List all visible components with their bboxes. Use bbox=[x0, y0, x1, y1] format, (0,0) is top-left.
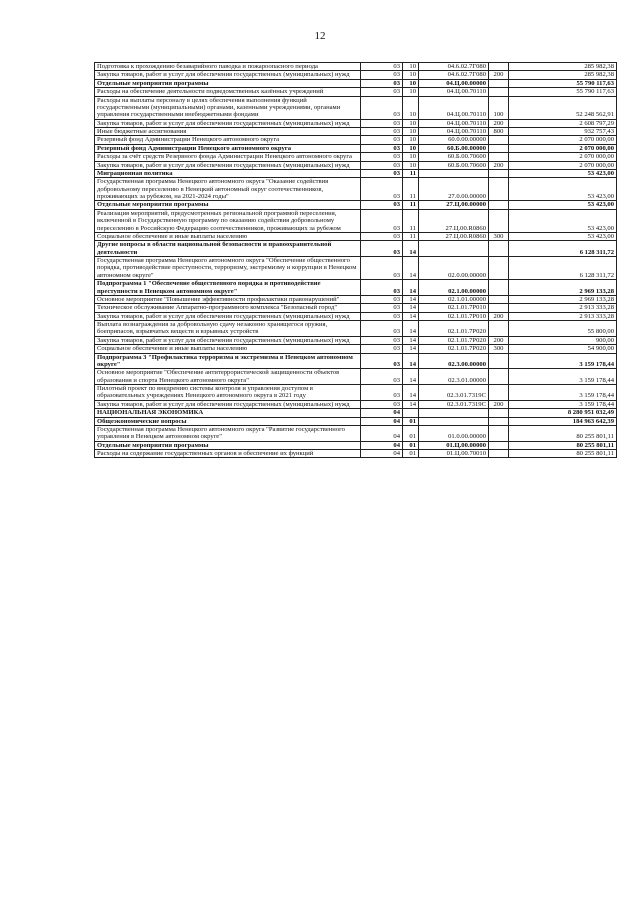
row-amount: 932 757,43 bbox=[509, 128, 617, 136]
row-amount: 2 913 333,28 bbox=[509, 304, 617, 312]
row-expense-type: 200 bbox=[489, 71, 509, 79]
row-name: Закупка товаров, работ и услуг для обеспечения государственных (муниципальных) нужд bbox=[95, 119, 361, 127]
table-row bbox=[95, 441, 617, 449]
table-row bbox=[95, 295, 617, 303]
table-row bbox=[95, 88, 617, 96]
table-row bbox=[95, 169, 617, 177]
row-name: Социальное обеспечение и иные выплаты населению bbox=[95, 232, 361, 240]
row-target-article: 02.3.01.7319С bbox=[419, 385, 489, 401]
row-expense-type: 300 bbox=[489, 232, 509, 240]
row-target-article: 02.1.01.7Р010 bbox=[419, 312, 489, 320]
row-section-code: 03 bbox=[361, 304, 403, 312]
row-amount: 3 159 178,44 bbox=[509, 353, 617, 369]
row-name: Подготовка к прохождению безаварийного паводка и пожароопасного периода bbox=[95, 63, 361, 71]
row-expense-type bbox=[489, 257, 509, 280]
row-amount: 2 608 797,29 bbox=[509, 119, 617, 127]
row-section-code: 03 bbox=[361, 241, 403, 257]
row-target-article: 60.Б.00.70600 bbox=[419, 153, 489, 161]
row-amount: 53 423,00 bbox=[509, 178, 617, 201]
budget-table bbox=[94, 62, 617, 458]
budget-table-body bbox=[95, 63, 617, 458]
row-expense-type bbox=[489, 201, 509, 209]
row-subsection-code: 11 bbox=[403, 232, 419, 240]
table-row bbox=[95, 201, 617, 209]
row-name: Государственная программа Ненецкого автономного округа "Развитие государственного управления в Ненецком автономном округе" bbox=[95, 425, 361, 441]
row-subsection-code: 14 bbox=[403, 257, 419, 280]
table-row bbox=[95, 450, 617, 458]
row-target-article: 04.Ц.00.00000 bbox=[419, 79, 489, 87]
row-target-article: 02.0.00.00000 bbox=[419, 257, 489, 280]
row-expense-type: 200 bbox=[489, 119, 509, 127]
row-section-code: 03 bbox=[361, 96, 403, 119]
row-subsection-code: 10 bbox=[403, 63, 419, 71]
table-row bbox=[95, 128, 617, 136]
row-section-code: 04 bbox=[361, 417, 403, 425]
row-amount: 3 159 178,44 bbox=[509, 385, 617, 401]
row-name: НАЦИОНАЛЬНАЯ ЭКОНОМИКА bbox=[95, 409, 361, 417]
row-amount: 53 423,00 bbox=[509, 169, 617, 177]
row-amount: 2 070 000,00 bbox=[509, 136, 617, 144]
row-amount: 80 255 801,11 bbox=[509, 450, 617, 458]
row-expense-type bbox=[489, 144, 509, 152]
row-section-code: 03 bbox=[361, 369, 403, 385]
row-name: Отдельные мероприятия программы bbox=[95, 441, 361, 449]
row-section-code: 03 bbox=[361, 295, 403, 303]
table-row bbox=[95, 353, 617, 369]
row-amount: 2 070 000,00 bbox=[509, 144, 617, 152]
row-target-article: 02.3.00.00000 bbox=[419, 353, 489, 369]
row-amount: 80 255 801,11 bbox=[509, 441, 617, 449]
table-row bbox=[95, 321, 617, 337]
row-section-code: 03 bbox=[361, 400, 403, 408]
table-row bbox=[95, 119, 617, 127]
row-amount: 3 159 178,44 bbox=[509, 400, 617, 408]
table-row bbox=[95, 63, 617, 71]
row-section-code: 03 bbox=[361, 63, 403, 71]
row-amount: 2 070 000,00 bbox=[509, 161, 617, 169]
row-name: Закупка товаров, работ и услуг для обеспечения государственных (муниципальных) нужд bbox=[95, 312, 361, 320]
row-target-article bbox=[419, 169, 489, 177]
table-row bbox=[95, 425, 617, 441]
row-name: Общеэкономические вопросы bbox=[95, 417, 361, 425]
table-row bbox=[95, 369, 617, 385]
row-subsection-code: 01 bbox=[403, 441, 419, 449]
row-expense-type bbox=[489, 280, 509, 296]
row-target-article: 27.Ц.00.00000 bbox=[419, 201, 489, 209]
row-name: Пилотный проект по внедрению системы контроля и управления доступом в образовательных учреждениях Ненецкого автономного округа в 2021 году bbox=[95, 385, 361, 401]
row-amount: 2 070 000,00 bbox=[509, 153, 617, 161]
row-expense-type: 200 bbox=[489, 336, 509, 344]
row-section-code: 03 bbox=[361, 209, 403, 232]
row-name: Подпрограмма 1 "Обеспечение общественного порядка и противодействие преступности в Ненецком автономном округе" bbox=[95, 280, 361, 296]
row-subsection-code: 10 bbox=[403, 128, 419, 136]
row-subsection-code: 14 bbox=[403, 353, 419, 369]
row-target-article: 02.1.01.7Р020 bbox=[419, 321, 489, 337]
row-expense-type bbox=[489, 353, 509, 369]
row-subsection-code: 10 bbox=[403, 144, 419, 152]
table-row bbox=[95, 304, 617, 312]
row-subsection-code: 10 bbox=[403, 153, 419, 161]
row-target-article bbox=[419, 241, 489, 257]
row-amount: 184 963 642,39 bbox=[509, 417, 617, 425]
row-amount: 285 982,38 bbox=[509, 63, 617, 71]
table-row bbox=[95, 161, 617, 169]
row-expense-type bbox=[489, 417, 509, 425]
row-subsection-code: 14 bbox=[403, 385, 419, 401]
row-target-article: 02.3.01.00000 bbox=[419, 369, 489, 385]
row-section-code: 03 bbox=[361, 336, 403, 344]
row-subsection-code: 11 bbox=[403, 201, 419, 209]
row-amount: 6 128 311,72 bbox=[509, 241, 617, 257]
row-name: Другие вопросы в области национальной безопасности и правоохранительной деятельности bbox=[95, 241, 361, 257]
row-target-article: 04.Ц.00.70110 bbox=[419, 96, 489, 119]
row-name: Расходы за счёт средств Резервного фонда Администрации Ненецкого автономного округа bbox=[95, 153, 361, 161]
row-target-article: 02.3.01.7319С bbox=[419, 400, 489, 408]
row-name: Подпрограмма 3 "Профилактика терроризма и экстремизма в Ненецком автономном округе" bbox=[95, 353, 361, 369]
row-target-article bbox=[419, 409, 489, 417]
table-row bbox=[95, 71, 617, 79]
row-subsection-code: 10 bbox=[403, 119, 419, 127]
row-expense-type bbox=[489, 450, 509, 458]
row-name: Миграционная политика bbox=[95, 169, 361, 177]
row-section-code: 03 bbox=[361, 178, 403, 201]
row-subsection-code: 01 bbox=[403, 417, 419, 425]
row-expense-type bbox=[489, 441, 509, 449]
row-section-code: 03 bbox=[361, 257, 403, 280]
row-section-code: 03 bbox=[361, 169, 403, 177]
row-expense-type bbox=[489, 169, 509, 177]
table-row bbox=[95, 409, 617, 417]
row-section-code: 03 bbox=[361, 232, 403, 240]
row-name: Расходы на содержание государственных органов и обеспечение их функций bbox=[95, 450, 361, 458]
row-target-article: 04.6.02.7Г080 bbox=[419, 63, 489, 71]
row-target-article: 02.1.01.7Р020 bbox=[419, 336, 489, 344]
row-name: Отдельные мероприятия программы bbox=[95, 79, 361, 87]
row-expense-type bbox=[489, 409, 509, 417]
table-row bbox=[95, 417, 617, 425]
row-expense-type bbox=[489, 304, 509, 312]
row-expense-type: 200 bbox=[489, 400, 509, 408]
table-row bbox=[95, 153, 617, 161]
row-expense-type bbox=[489, 321, 509, 337]
table-row bbox=[95, 400, 617, 408]
row-name: Выплата вознаграждения за добровольную сдачу незаконно хранящегося оружия, боеприпасов, взрывчатых веществ и взрывных устройств bbox=[95, 321, 361, 337]
row-expense-type: 300 bbox=[489, 345, 509, 353]
row-amount: 2 969 133,28 bbox=[509, 280, 617, 296]
row-target-article: 02.1.01.7Р020 bbox=[419, 345, 489, 353]
row-name: Государственная программа Ненецкого автономного округа "Обеспечение общественного порядка, противодействие преступности, терроризму, экстремизму и коррупции в Ненецком автономном округе" bbox=[95, 257, 361, 280]
row-target-article: 01.Ц.00.00000 bbox=[419, 441, 489, 449]
row-name: Закупка товаров, работ и услуг для обеспечения государственных (муниципальных) нужд bbox=[95, 71, 361, 79]
row-expense-type bbox=[489, 209, 509, 232]
row-amount: 53 423,00 bbox=[509, 232, 617, 240]
row-expense-type bbox=[489, 369, 509, 385]
table-row bbox=[95, 178, 617, 201]
table-row bbox=[95, 280, 617, 296]
row-expense-type bbox=[489, 295, 509, 303]
row-name: Расходы на обеспечение деятельности подведомственных казённых учреждений bbox=[95, 88, 361, 96]
row-section-code: 03 bbox=[361, 385, 403, 401]
row-expense-type bbox=[489, 79, 509, 87]
table-row bbox=[95, 209, 617, 232]
row-subsection-code: 01 bbox=[403, 450, 419, 458]
row-expense-type bbox=[489, 88, 509, 96]
row-subsection-code: 14 bbox=[403, 304, 419, 312]
row-subsection-code: 14 bbox=[403, 400, 419, 408]
table-row bbox=[95, 312, 617, 320]
row-subsection-code: 14 bbox=[403, 312, 419, 320]
row-amount: 285 982,38 bbox=[509, 71, 617, 79]
row-expense-type: 200 bbox=[489, 312, 509, 320]
row-subsection-code: 14 bbox=[403, 295, 419, 303]
row-target-article: 27.Ц.00.R0860 bbox=[419, 232, 489, 240]
row-name: Социальное обеспечение и иные выплаты населению bbox=[95, 345, 361, 353]
row-section-code: 04 bbox=[361, 450, 403, 458]
table-row bbox=[95, 96, 617, 119]
row-subsection-code: 01 bbox=[403, 425, 419, 441]
row-section-code: 03 bbox=[361, 71, 403, 79]
row-name: Резервный фонд Администрации Ненецкого автономного округа bbox=[95, 144, 361, 152]
row-section-code: 03 bbox=[361, 161, 403, 169]
table-row bbox=[95, 257, 617, 280]
row-name: Отдельные мероприятия программы bbox=[95, 201, 361, 209]
row-expense-type bbox=[489, 425, 509, 441]
row-section-code: 03 bbox=[361, 144, 403, 152]
table-row bbox=[95, 345, 617, 353]
row-target-article: 60.0.00.00000 bbox=[419, 136, 489, 144]
row-target-article: 01.Ц.00.70010 bbox=[419, 450, 489, 458]
row-subsection-code: 10 bbox=[403, 71, 419, 79]
row-section-code: 03 bbox=[361, 345, 403, 353]
row-expense-type bbox=[489, 153, 509, 161]
row-expense-type: 800 bbox=[489, 128, 509, 136]
row-section-code: 03 bbox=[361, 88, 403, 96]
row-expense-type bbox=[489, 136, 509, 144]
row-subsection-code: 14 bbox=[403, 241, 419, 257]
row-name: Иные бюджетные ассигнования bbox=[95, 128, 361, 136]
row-subsection-code bbox=[403, 409, 419, 417]
table-row bbox=[95, 241, 617, 257]
row-subsection-code: 10 bbox=[403, 88, 419, 96]
row-section-code: 03 bbox=[361, 136, 403, 144]
table-row bbox=[95, 385, 617, 401]
row-amount: 80 255 801,11 bbox=[509, 425, 617, 441]
row-section-code: 03 bbox=[361, 153, 403, 161]
row-name: Техническое обслуживание Аппаратно-программного комплекса "Безопасный город" bbox=[95, 304, 361, 312]
row-subsection-code: 14 bbox=[403, 321, 419, 337]
row-section-code: 04 bbox=[361, 409, 403, 417]
row-name: Закупка товаров, работ и услуг для обеспечения государственных (муниципальных) нужд bbox=[95, 161, 361, 169]
row-target-article bbox=[419, 417, 489, 425]
row-amount: 3 159 178,44 bbox=[509, 369, 617, 385]
row-expense-type: 200 bbox=[489, 161, 509, 169]
row-target-article: 01.0.00.00000 bbox=[419, 425, 489, 441]
row-subsection-code: 14 bbox=[403, 280, 419, 296]
row-target-article: 27.0.00.00000 bbox=[419, 178, 489, 201]
row-name: Закупка товаров, работ и услуг для обеспечения государственных (муниципальных) нужд bbox=[95, 400, 361, 408]
row-expense-type bbox=[489, 63, 509, 71]
row-section-code: 03 bbox=[361, 280, 403, 296]
row-name: Резервный фонд Администрации Ненецкого автономного округа bbox=[95, 136, 361, 144]
row-target-article: 04.Ц.00.70110 bbox=[419, 119, 489, 127]
row-amount: 6 128 311,72 bbox=[509, 257, 617, 280]
row-expense-type bbox=[489, 241, 509, 257]
row-subsection-code: 11 bbox=[403, 178, 419, 201]
row-target-article: 04.Ц.00.70110 bbox=[419, 88, 489, 96]
row-name: Реализация мероприятий, предусмотренных региональной программой переселения, включенной в Государственную программу по оказанию содействия добровольному переселению в Российскую Федерацию соотечественников, проживающих за рубежом bbox=[95, 209, 361, 232]
row-subsection-code: 10 bbox=[403, 79, 419, 87]
row-target-article: 02.1.01.00000 bbox=[419, 295, 489, 303]
row-amount: 2 913 333,28 bbox=[509, 312, 617, 320]
row-subsection-code: 11 bbox=[403, 169, 419, 177]
row-amount: 54 900,00 bbox=[509, 345, 617, 353]
row-amount: 52 248 562,91 bbox=[509, 96, 617, 119]
row-name: Основное мероприятие "Обеспечение антитеррористической защищенности объектов образования и спорта Ненецкого автономного округа" bbox=[95, 369, 361, 385]
row-subsection-code: 10 bbox=[403, 136, 419, 144]
table-row bbox=[95, 136, 617, 144]
row-section-code: 03 bbox=[361, 312, 403, 320]
row-subsection-code: 10 bbox=[403, 96, 419, 119]
row-amount: 53 423,00 bbox=[509, 201, 617, 209]
row-section-code: 03 bbox=[361, 353, 403, 369]
row-section-code: 03 bbox=[361, 79, 403, 87]
table-row bbox=[95, 144, 617, 152]
row-target-article: 02.1.00.00000 bbox=[419, 280, 489, 296]
row-target-article: 60.Б.00.70600 bbox=[419, 161, 489, 169]
row-subsection-code: 14 bbox=[403, 345, 419, 353]
row-target-article: 02.1.01.7Р010 bbox=[419, 304, 489, 312]
row-subsection-code: 10 bbox=[403, 161, 419, 169]
row-name: Государственная программа Ненецкого автономного округа "Оказание содействия добровольному переселению в Ненецкий автономный округ соотечественников, проживающих за рубежом, на 2021-2024 годы" bbox=[95, 178, 361, 201]
row-target-article: 04.Ц.00.70110 bbox=[419, 128, 489, 136]
row-expense-type bbox=[489, 178, 509, 201]
table-row bbox=[95, 336, 617, 344]
row-target-article: 27.Ц.00.R0860 bbox=[419, 209, 489, 232]
table-row bbox=[95, 232, 617, 240]
row-section-code: 03 bbox=[361, 128, 403, 136]
row-amount: 55 800,00 bbox=[509, 321, 617, 337]
row-amount: 8 280 951 032,49 bbox=[509, 409, 617, 417]
table-row bbox=[95, 79, 617, 87]
page-number: 12 bbox=[314, 30, 326, 42]
row-amount: 2 969 133,28 bbox=[509, 295, 617, 303]
row-target-article: 04.6.02.7Г080 bbox=[419, 71, 489, 79]
row-section-code: 03 bbox=[361, 321, 403, 337]
row-amount: 900,00 bbox=[509, 336, 617, 344]
row-amount: 53 423,00 bbox=[509, 209, 617, 232]
row-target-article: 60.Б.00.00000 bbox=[419, 144, 489, 152]
row-section-code: 03 bbox=[361, 201, 403, 209]
row-amount: 55 790 117,63 bbox=[509, 88, 617, 96]
row-subsection-code: 14 bbox=[403, 336, 419, 344]
row-expense-type bbox=[489, 385, 509, 401]
row-amount: 55 790 117,63 bbox=[509, 79, 617, 87]
row-expense-type: 100 bbox=[489, 96, 509, 119]
row-section-code: 03 bbox=[361, 119, 403, 127]
row-name: Закупка товаров, работ и услуг для обеспечения государственных (муниципальных) нужд bbox=[95, 336, 361, 344]
row-section-code: 04 bbox=[361, 441, 403, 449]
row-name: Расходы на выплаты персоналу в целях обеспечения выполнения функций государственными (муниципальными) органами, казенными учреждениями, органами управления государственными внебюджетными фондами bbox=[95, 96, 361, 119]
row-section-code: 04 bbox=[361, 425, 403, 441]
row-name: Основное мероприятие "Повышение эффективности профилактики правонарушений" bbox=[95, 295, 361, 303]
row-subsection-code: 14 bbox=[403, 369, 419, 385]
row-subsection-code: 11 bbox=[403, 209, 419, 232]
